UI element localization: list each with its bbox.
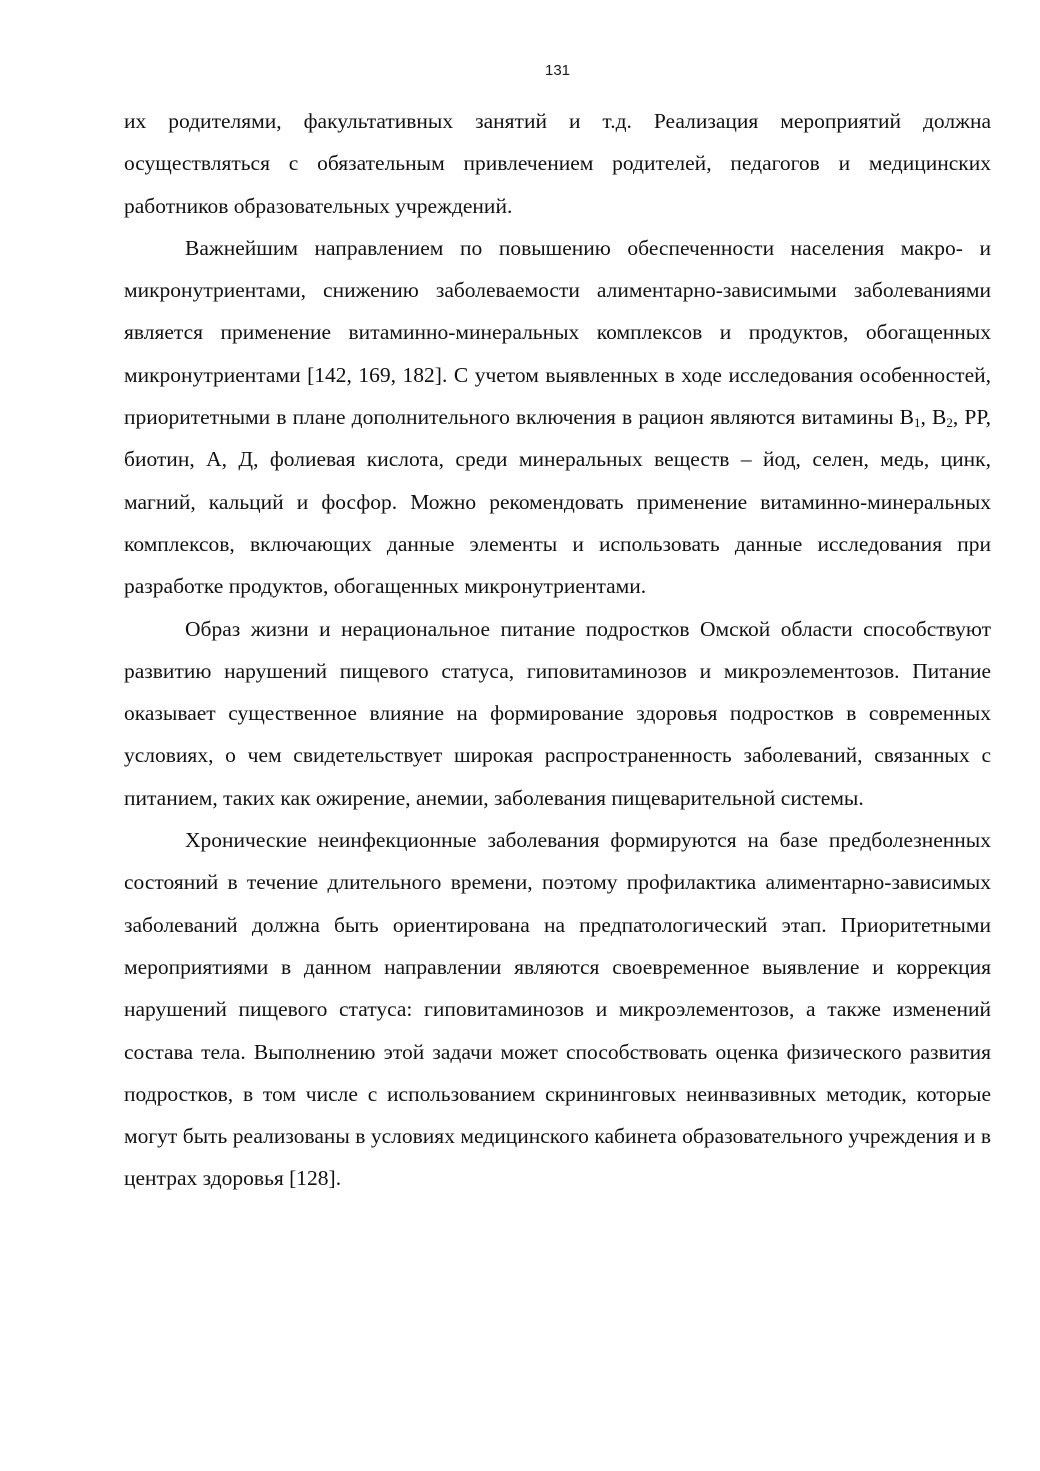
body-text [124,100,991,1200]
paragraph-1: их родителями, факультативных занятий и т.д. Реализация мероприятий должна осуществляться с обязательным привлечением родителей, педагогов и медицинских работников образовательных учреждений. [124,109,991,218]
vitamin-b2-subscript: 2 [946,415,953,431]
page-number: 131 [544,62,571,79]
paragraph-4: Хронические неинфекционные заболевания формируются на базе предболезненных состояний в течение длительного времени, поэтому профилактика алиментарно-зависимых заболеваний должна быть ориентирована на предпатологический этап. Приоритетными мероприятиями в данном направлении являются своевременное выявление и коррекция нарушений пищевого статуса: гиповитаминозов и микроэлементозов, а также изменений состава тела. Выполнению этой задачи может способствовать оценка физического развития подростков, в том числе с использованием скрининговых неинвазивных методик, которые могут быть реализованы в условиях медицинского кабинета образовательного учреждения и в центрах здоровья [128]. [124,828,991,1191]
vitamin-b1-subscript: 1 [913,415,921,431]
paragraph-3: Образ жизни и нерациональное питание подростков Омской области способствуют развитию нарушений пищевого статуса, гиповитаминозов и микроэлементозов. Питание оказывает существенное влияние на формирование здоровья подростков в современных условиях, о чем свидетельствует широкая распространенность заболеваний, связанных с питанием, таких как ожирение, анемии, заболевания пищеварительной системы. [124,616,991,810]
paragraph-2-part-2: , В [920,405,947,430]
paragraph-2 [124,227,991,608]
paragraph-2-part-1: Важнейшим направлением по повышению обеспеченности населения макро- и микронутриентами, снижению заболеваемости алиментарно-зависимыми заболеваниями является применение витаминно-минеральных комплексов и продуктов, обогащенных микронутриентами [142, 169, 182]. С учетом выявленных в ходе исследования особенностей, приоритетными в плане дополнительного включения в рацион являются витамины В [124,235,991,430]
paragraph-2-part-3: , РР, биотин, А, Д, фолиевая кислота, среди минеральных веществ – йод, селен, медь, цинк, магний, кальций и фосфор. Можно рекомендовать применение витаминно-минеральных комплексов, включающих данные элементы и использовать данные исследования при разработке продуктов, обогащенных микронутриентами. [124,405,991,599]
